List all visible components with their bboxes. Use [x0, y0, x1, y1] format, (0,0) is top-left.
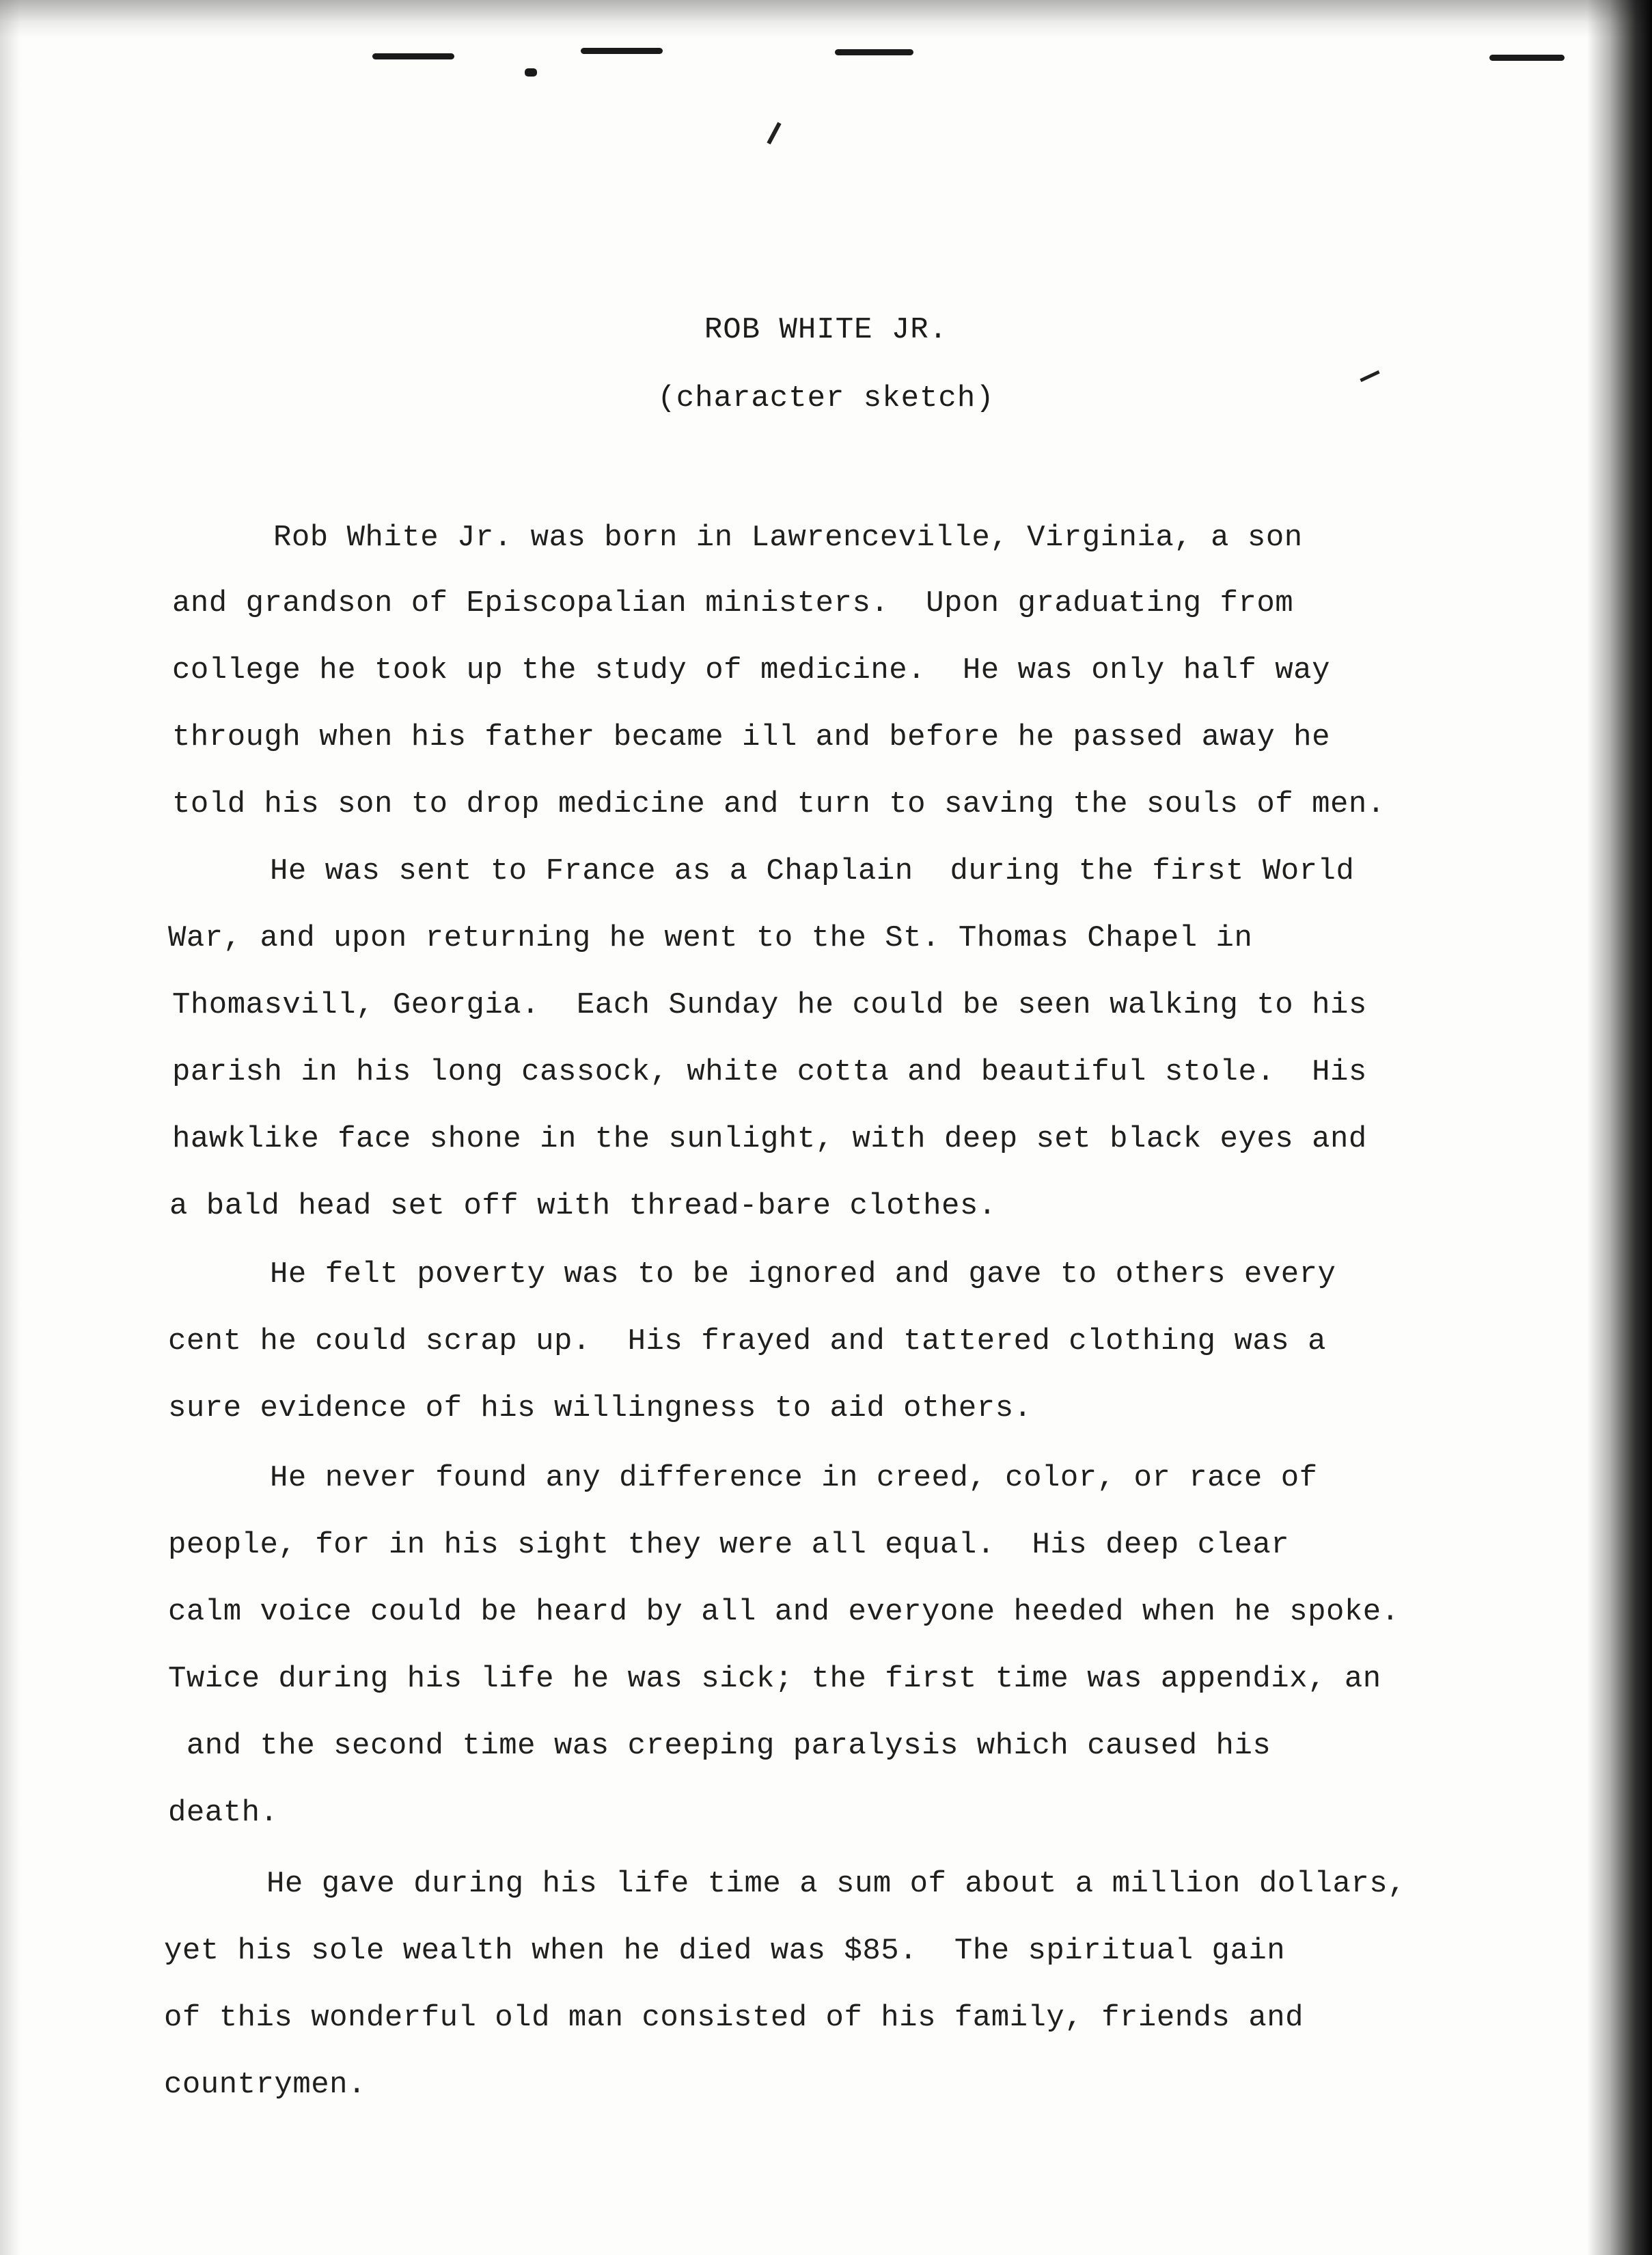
paragraph-line: college he took up the study of medicine. He was only half way — [172, 653, 1330, 687]
paragraph-line: Rob White Jr. was born in Lawrenceville, Virginia, a son — [273, 521, 1303, 555]
paragraph-line: and the second time was creeping paralysis which caused his — [168, 1729, 1271, 1763]
paragraph-line: through when his father became ill and before he passed away he — [172, 720, 1330, 754]
scan-edge-top — [0, 0, 1652, 38]
scan-mark — [581, 48, 663, 54]
paragraph-line: a bald head set off with thread-bare clothes. — [169, 1189, 997, 1223]
paragraph-line: He was sent to France as a Chaplain during the first World — [270, 854, 1355, 888]
paragraph-line: yet his sole wealth when he died was $85. The spiritual gain — [164, 1934, 1286, 1968]
paragraph-line: countrymen. — [164, 2068, 366, 2102]
scan-mark — [1489, 55, 1565, 61]
scan-mark — [767, 122, 781, 145]
paragraph-line: death. — [168, 1796, 279, 1830]
paragraph-line: He never found any difference in creed, color, or race of — [270, 1461, 1318, 1495]
scan-mark — [525, 68, 537, 77]
document-title: ROB WHITE JR. — [704, 313, 948, 347]
paragraph-line: told his son to drop medicine and turn to saving the souls of men. — [172, 787, 1386, 821]
paragraph-line: He felt poverty was to be ignored and gave to others every — [270, 1257, 1336, 1292]
scan-mark — [835, 49, 913, 55]
paragraph-line: hawklike face shone in the sunlight, with deep set black eyes and — [172, 1122, 1367, 1156]
document-subtitle: (character sketch) — [657, 381, 995, 415]
paragraph-line: cent he could scrap up. His frayed and tattered clothing was a — [168, 1324, 1326, 1358]
paragraph-line: sure evidence of his willingness to aid others. — [168, 1391, 1032, 1425]
paragraph-line: and grandson of Episcopalian ministers. Upon graduating from — [172, 586, 1294, 620]
paragraph-line: parish in his long cassock, white cotta and beautiful stole. His — [172, 1055, 1367, 1089]
paragraph-line: calm voice could be heard by all and everyone heeded when he spoke. — [168, 1595, 1400, 1629]
paragraph-line: War, and upon returning he went to the St. Thomas Chapel in — [168, 921, 1253, 955]
paragraph-line: Twice during his life he was sick; the first time was appendix, an — [168, 1662, 1381, 1696]
scan-mark — [372, 53, 454, 59]
paragraph-line: of this wonderful old man consisted of his family, friends and — [164, 2001, 1304, 2035]
paragraph-line: He gave during his life time a sum of about a million dollars, — [266, 1867, 1407, 1901]
scan-mark — [1360, 370, 1379, 382]
paragraph-line: Thomasvill, Georgia. Each Sunday he could be seen walking to his — [172, 988, 1367, 1022]
paragraph-line: people, for in his sight they were all equal. His deep clear — [168, 1528, 1290, 1562]
